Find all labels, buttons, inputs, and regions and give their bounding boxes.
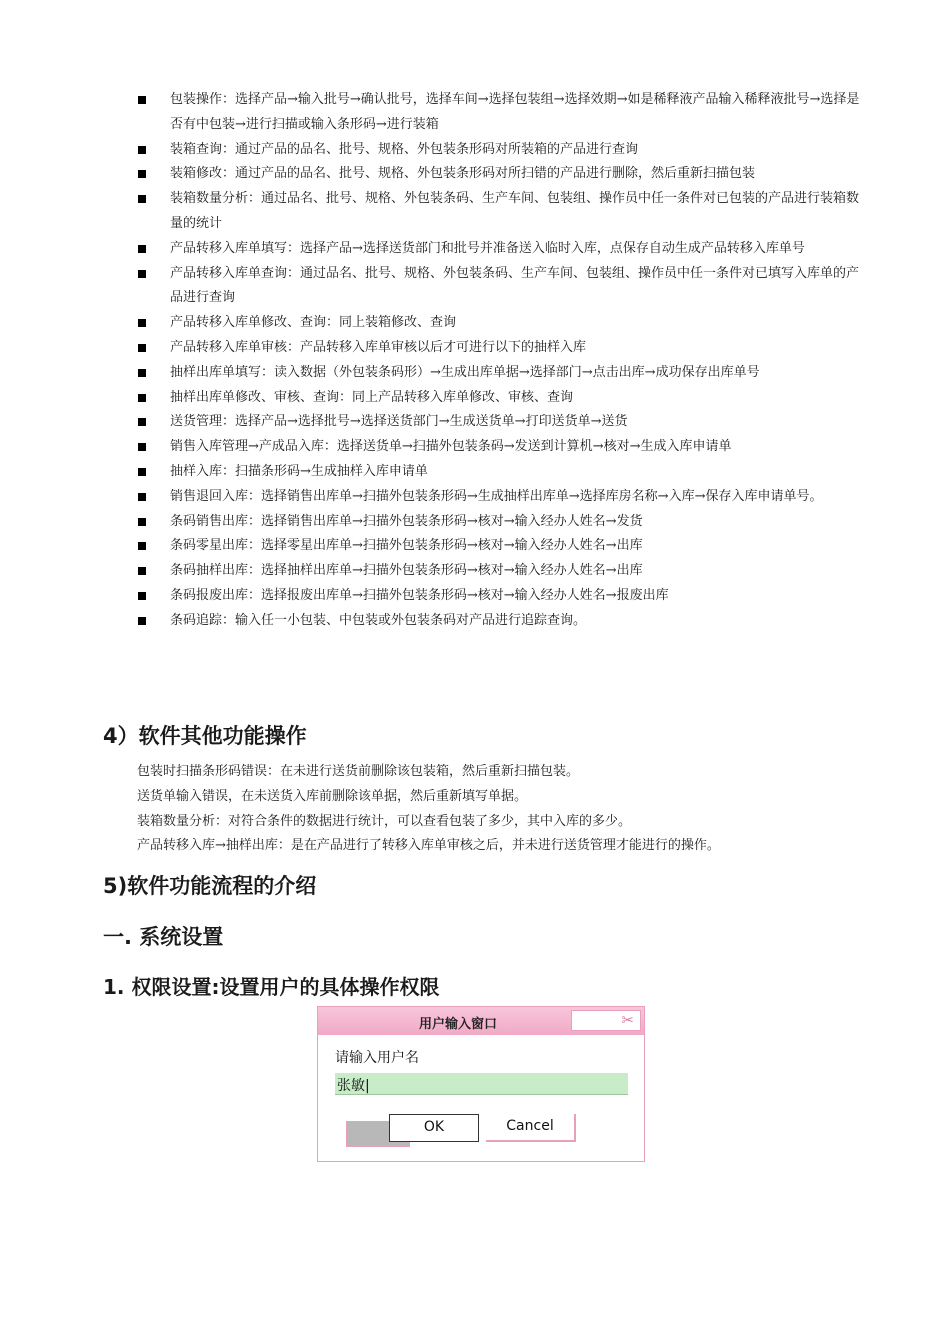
- note-line: 送货单输入错误，在未送货入库前删除该单据，然后重新填写单据。: [137, 788, 528, 804]
- square-bullet-icon: [138, 617, 146, 625]
- square-bullet-icon: [138, 170, 146, 178]
- bullet-item: [138, 262, 868, 312]
- dialog-close-button[interactable]: [571, 1010, 641, 1031]
- square-bullet-icon: [138, 245, 146, 253]
- bullet-item: [138, 237, 868, 262]
- bullet-text: 送货管理：选择产品→选择批号→选择送货部门→生成送货单→打印送货单→送货: [170, 414, 628, 430]
- bullet-text: 产品转移入库单填写：选择产品→选择送货部门和批号并准备送入临时入库，点保存自动生成产品转移入库单号: [170, 240, 805, 256]
- bullet-text: 装箱查询：通过产品的品名、批号、规格、外包装条形码对所装箱的产品进行查询: [170, 141, 639, 157]
- ok-button[interactable]: OK: [389, 1114, 479, 1142]
- bullet-text: 产品转移入库单审核：产品转移入库单审核以后才可进行以下的抽样入库: [170, 339, 587, 355]
- bullet-item: [138, 336, 868, 361]
- note-line: 装箱数量分析：对符合条件的数据进行统计，可以查看包装了多少，其中入库的多少。: [137, 813, 632, 829]
- bullet-text: 条码追踪：输入任一小包装、中包装或外包装条码对产品进行追踪查询。: [170, 612, 587, 628]
- bullet-item: [138, 138, 868, 163]
- square-bullet-icon: [138, 394, 146, 402]
- square-bullet-icon: [138, 542, 146, 550]
- bullet-text: 装箱修改：通过产品的品名、批号、规格、外包装条形码对所扫错的产品进行删除，然后重新扫描包装: [170, 166, 756, 182]
- bullet-item: [138, 584, 868, 609]
- square-bullet-icon: [138, 518, 146, 526]
- bullet-item: [138, 510, 868, 535]
- bullet-text: 条码销售出库：选择销售出库单→扫描外包装条形码→核对→输入经办人姓名→发货: [170, 513, 643, 529]
- bullet-text: 销售退回入库：选择销售出库单→扫描外包装条形码→生成抽样出库单→选择库房名称→入库→保存入库申请单号。: [170, 488, 823, 504]
- permission-settings-heading: 1. 权限设置:设置用户的具体操作权限: [103, 975, 440, 999]
- bullet-item: [138, 460, 868, 485]
- square-bullet-icon: [138, 270, 146, 278]
- note-line: 产品转移入库→抽样出库：是在产品进行了转移入库单审核之后，并未进行送货管理才能进行的操作。: [137, 838, 720, 854]
- square-bullet-icon: [138, 369, 146, 377]
- bullet-item: [138, 361, 868, 386]
- square-bullet-icon: [138, 493, 146, 501]
- square-bullet-icon: [138, 418, 146, 426]
- square-bullet-icon: [138, 344, 146, 352]
- bullet-text: 销售入库管理→产成品入库：选择送货单→扫描外包装条码→发送到计算机→核对→生成入库申请单: [170, 439, 732, 455]
- bullet-text: 条码抽样出库：选择抽样出库单→扫描外包装条形码→核对→输入经办人姓名→出库: [170, 563, 643, 579]
- section-4-heading: 4）软件其他功能操作: [103, 724, 307, 748]
- bullet-item: [138, 485, 868, 510]
- bullet-item: [138, 386, 868, 411]
- bullet-text: 抽样入库：扫描条形码→生成抽样入库申请单: [170, 463, 428, 479]
- bullet-text: 条码零星出库：选择零星出库单→扫描外包装条形码→核对→输入经办人姓名→出库: [170, 538, 643, 554]
- bullet-item: [138, 187, 868, 237]
- dialog-title-bar[interactable]: [318, 1007, 644, 1035]
- bullet-item: [138, 311, 868, 336]
- section-4-notes: [137, 760, 897, 859]
- square-bullet-icon: [138, 146, 146, 154]
- bullet-item: [138, 410, 868, 435]
- bullet-text: 包装操作：选择产品→输入批号→确认批号，选择车间→选择包装组→选择效期→如是稀释液产品输入稀释液批号→选择是否有中包装→进行扫描或输入条形码→进行装箱: [170, 92, 860, 132]
- bullet-item: [138, 435, 868, 460]
- bullet-item: [138, 534, 868, 559]
- bullet-text: 抽样出库单修改、审核、查询：同上产品转移入库单修改、审核、查询: [170, 389, 574, 405]
- bullet-item: [138, 88, 868, 138]
- bullet-text: 条码报废出库：选择报废出库单→扫描外包装条形码→核对→输入经办人姓名→报废出库: [170, 587, 669, 603]
- system-settings-heading: 一. 系统设置: [103, 925, 224, 949]
- square-bullet-icon: [138, 96, 146, 104]
- bullet-text: 产品转移入库单修改、查询：同上装箱修改、查询: [170, 315, 457, 331]
- cancel-button[interactable]: Cancel: [486, 1114, 576, 1142]
- username-prompt: 请输入用户名: [335, 1050, 419, 1066]
- square-bullet-icon: [138, 443, 146, 451]
- square-bullet-icon: [138, 195, 146, 203]
- bullet-text: 产品转移入库单查询：通过品名、批号、规格、外包装条码、生产车间、包装组、操作员中任一条件对已填写入库单的产品进行查询: [170, 265, 860, 306]
- user-input-dialog: [317, 1006, 645, 1162]
- dialog-title: 用户输入窗口: [418, 1017, 497, 1032]
- bullet-item: [138, 609, 868, 634]
- feature-bullet-list: [138, 88, 868, 634]
- close-icon: ✂: [621, 1011, 634, 1029]
- note-line: 包装时扫描条形码错误：在未进行送货前删除该包装箱，然后重新扫描包装。: [137, 764, 580, 779]
- square-bullet-icon: [138, 567, 146, 575]
- bullet-item: [138, 559, 868, 584]
- square-bullet-icon: [138, 319, 146, 327]
- bullet-item: [138, 162, 868, 187]
- username-input[interactable]: 张敏|: [335, 1073, 628, 1095]
- square-bullet-icon: [138, 592, 146, 600]
- square-bullet-icon: [138, 468, 146, 476]
- bullet-text: 装箱数量分析：通过品名、批号、规格、外包装条码、生产车间、包装组、操作员中任一条件对已包装的产品进行装箱数量的统计: [170, 191, 860, 231]
- bullet-text: 抽样出库单填写：读入数据（外包装条码形）→生成出库单据→选择部门→点击出库→成功保存出库单号: [170, 364, 760, 380]
- section-5-heading: 5)软件功能流程的介绍: [103, 874, 317, 898]
